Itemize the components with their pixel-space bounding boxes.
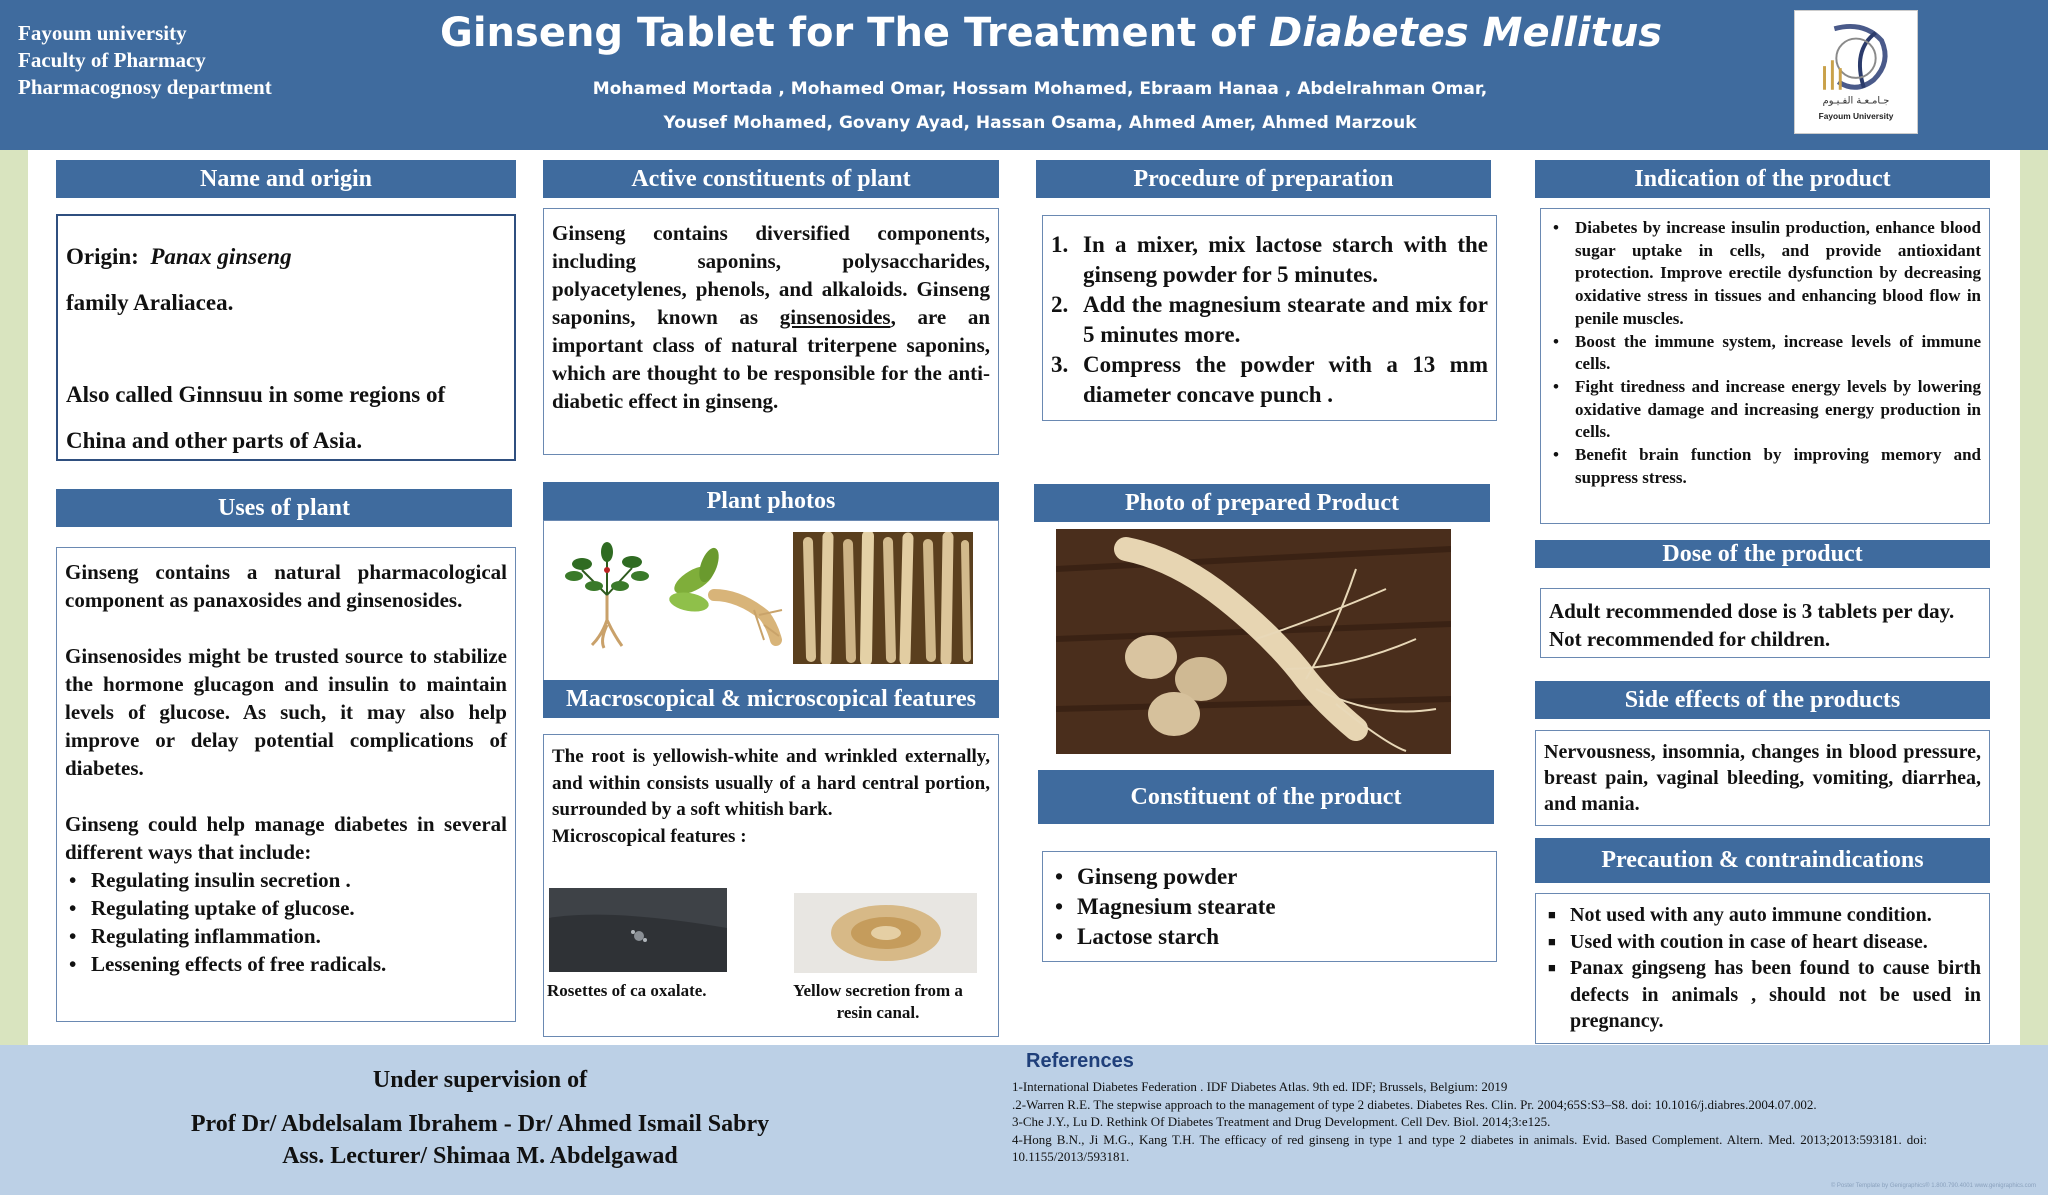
uses-list (65, 866, 507, 978)
references-list (1012, 1078, 1927, 1166)
origin-value: Panax ginseng (150, 244, 292, 269)
list-item: ■ Not used with any auto immune condition. (1544, 902, 1981, 929)
supervision-block (140, 1064, 820, 1172)
plant-photos-heading: Plant photos (543, 482, 999, 520)
procedure-step: 2. Add the magnesium stearate and mix for 5 minutes more. (1051, 292, 1488, 347)
reference-item: 1-International Diabetes Federation . IDF Diabetes Atlas. 9th ed. IDF; Brussels, Belgium: 2019 (1012, 1079, 1508, 1094)
active-box (543, 208, 999, 455)
indication-heading: Indication of the product (1535, 160, 1990, 198)
ginsenosides-link[interactable]: ginsenosides (779, 305, 891, 329)
dose-line-2: Not recommended for children. (1549, 627, 1831, 651)
list-item: • Boost the immune system, increase levels of immune cells. (1549, 331, 1981, 376)
list-item: • Lactose starch (1051, 922, 1488, 952)
list-item: • Diabetes by increase insulin production, enhance blood sugar uptake in cells, and provide antioxidant protection. Improve erectile dysfunction by decreasing oxidative stress in tissues and enhancing blood flow in penile muscles. (1549, 217, 1981, 331)
active-heading: Active constituents of plant (543, 160, 999, 198)
dose-heading: Dose of the product (1535, 540, 1990, 568)
dose-line-1: Adult recommended dose is 3 tablets per day. (1549, 599, 1955, 623)
origin-line (66, 234, 506, 280)
uses-paragraph-2: Ginsenosides might be trusted source to stabilize the hormone glucagon and insulin to maintain levels of glucose. As such, it may also help improve or delay potential complications of diabetes. (65, 644, 507, 780)
resin-caption: Yellow secretion from a resin canal. (793, 981, 963, 1022)
procedure-step: 1. In a mixer, mix lactose starch with the ginseng powder for 5 minutes. (1051, 232, 1488, 287)
procedure-step: 3. Compress the powder with a 13 mm diameter concave punch . (1051, 352, 1488, 407)
product-photo-heading: Photo of prepared Product (1034, 484, 1490, 522)
constituent-box (1042, 851, 1497, 962)
university-info (18, 20, 272, 101)
logo-arabic: جـامـعـة الفـيـوم (1822, 95, 1890, 107)
family-line: family Araliacea. (66, 290, 234, 315)
list-item: • Regulating insulin secretion . (65, 866, 507, 894)
title-main: Ginseng Tablet for The Treatment of (440, 10, 1269, 56)
right-stripe (2020, 150, 2048, 1045)
uses-box (56, 547, 516, 1022)
also-called-line-2: China and other parts of Asia. (66, 428, 363, 453)
precaution-box (1535, 893, 1990, 1044)
procedure-list (1051, 230, 1488, 410)
poster-title (440, 10, 1663, 56)
origin-label: Origin: (66, 244, 139, 269)
uses-heading: Uses of plant (56, 489, 512, 527)
title-italic: Diabetes Mellitus (1268, 10, 1663, 56)
supervisors-prof: Prof Dr/ Abdelsalam Ibrahem - Dr/ Ahmed Ismail Sabry (190, 1111, 770, 1137)
precaution-list (1544, 902, 1981, 1035)
authors (440, 72, 1640, 140)
university-logo (1794, 10, 1918, 134)
ginseng-root-leaves-photo (664, 540, 784, 650)
department-name: Pharmacognosy department (18, 75, 272, 99)
reference-item: .2-Warren R.E. The stepwise approach to the management of type 2 diabetes. Diabetes Res. Clin. Pr. 2004;65S:S3–S8. doi: 10.1016/j.diabres.2004.07.002. (1012, 1096, 1817, 1112)
procedure-box (1042, 215, 1497, 421)
prepared-product-photo (1056, 529, 1451, 754)
side-effects-heading: Side effects of the products (1535, 681, 1990, 719)
precaution-heading: Precaution & contraindications (1535, 838, 1990, 883)
faculty-name: Faculty of Pharmacy (18, 48, 206, 72)
left-stripe (0, 150, 28, 1045)
procedure-heading: Procedure of preparation (1036, 160, 1491, 198)
resin-canal-photo (794, 893, 977, 973)
list-item: ■ Panax gingseng has been found to cause birth defects in animals , should not be used in pregnancy. (1544, 955, 1981, 1035)
macro-text: The root is yellowish-white and wrinkled externally, and within consists usually of a hard central portion, surrounded by a soft whitish bark. (552, 746, 990, 820)
also-called-line-1: Also called Ginnsuu in some regions of (66, 382, 446, 407)
list-item: • Benefit brain function by improving memory and suppress stress. (1549, 444, 1981, 489)
list-item: • Magnesium stearate (1051, 892, 1488, 922)
references-title: References (1026, 1050, 1134, 1072)
uses-paragraph-1: Ginseng contains a natural pharmacological component as panaxosides and ginsenosides. (65, 560, 507, 612)
ginseng-plant-photo (562, 540, 652, 650)
ginseng-roots-bundle-photo (793, 532, 973, 664)
constituent-heading: Constituent of the product (1038, 770, 1494, 824)
list-item: • Ginseng powder (1051, 862, 1488, 892)
authors-line-1: Mohamed Mortada , Mohamed Omar, Hossam Mohamed, Ebraam Hanaa , Abdelrahman Omar, (592, 79, 1488, 99)
university-name: Fayoum university (18, 21, 187, 45)
indication-box (1540, 208, 1990, 524)
indication-list (1549, 217, 1981, 489)
reference-item: 3-Che J.Y., Lu D. Rethink Of Diabetes Treatment and Drug Development. Cell Dev. Biol. 2014;3:e125. (1012, 1114, 1551, 1129)
template-credit: © Poster Template by Genigraphics® 1.800.790.4001 www.genigraphics.com (1830, 1183, 2036, 1189)
list-item: • Lessening effects of free radicals. (65, 950, 507, 978)
logo-caption: Fayoum University (1818, 111, 1894, 122)
list-item: • Regulating uptake of glucose. (65, 894, 507, 922)
side-effects-box (1535, 730, 1990, 826)
micro-label: Microscopical features : (552, 825, 747, 847)
name-origin-heading: Name and origin (56, 160, 516, 198)
supervision-label: Under supervision of (372, 1067, 588, 1093)
supervisors-lecturer: Ass. Lecturer/ Shimaa M. Abdelgawad (282, 1143, 678, 1169)
reference-item: 4-Hong B.N., Ji M.G., Kang T.H. The efficacy of red ginseng in type 1 and type 2 diabetes in animals. Evid. Based Complement. Altern. Med. 2013;2013:593181. doi: 10.1155/2013/593181. (1012, 1131, 1927, 1164)
active-text: Ginseng contains diversified components, including saponins, polysaccharides, polyacetylenes, phenols, and alkaloids. Ginseng saponins, known as ginsenosides, are an important class of natural triterpene saponins, which are thought to be responsible for the anti-diabetic effect in ginseng. (552, 221, 991, 413)
side-effects-text: Nervousness, insomnia, changes in blood pressure, breast pain, vaginal bleeding, vomiting, diarrhea, and mania. (1544, 741, 1981, 815)
list-item: • Fight tiredness and increase energy levels by lowering oxidative damage and increasing energy production in cells. (1549, 376, 1981, 444)
oxalate-caption: Rosettes of ca oxalate. (547, 981, 707, 1000)
uses-paragraph-3: Ginseng could help manage diabetes in several different ways that include: (65, 812, 507, 864)
name-origin-box (56, 214, 516, 461)
authors-line-2: Yousef Mohamed, Govany Ayad, Hassan Osama, Ahmed Amer, Ahmed Marzouk (663, 113, 1417, 133)
dose-box (1540, 588, 1990, 658)
oxalate-rosettes-photo (549, 888, 727, 972)
macro-heading: Macroscopical & microscopical features (543, 680, 999, 718)
constituent-list (1051, 862, 1488, 952)
list-item: ■ Used with coution in case of heart disease. (1544, 929, 1981, 956)
list-item: • Regulating inflammation. (65, 922, 507, 950)
